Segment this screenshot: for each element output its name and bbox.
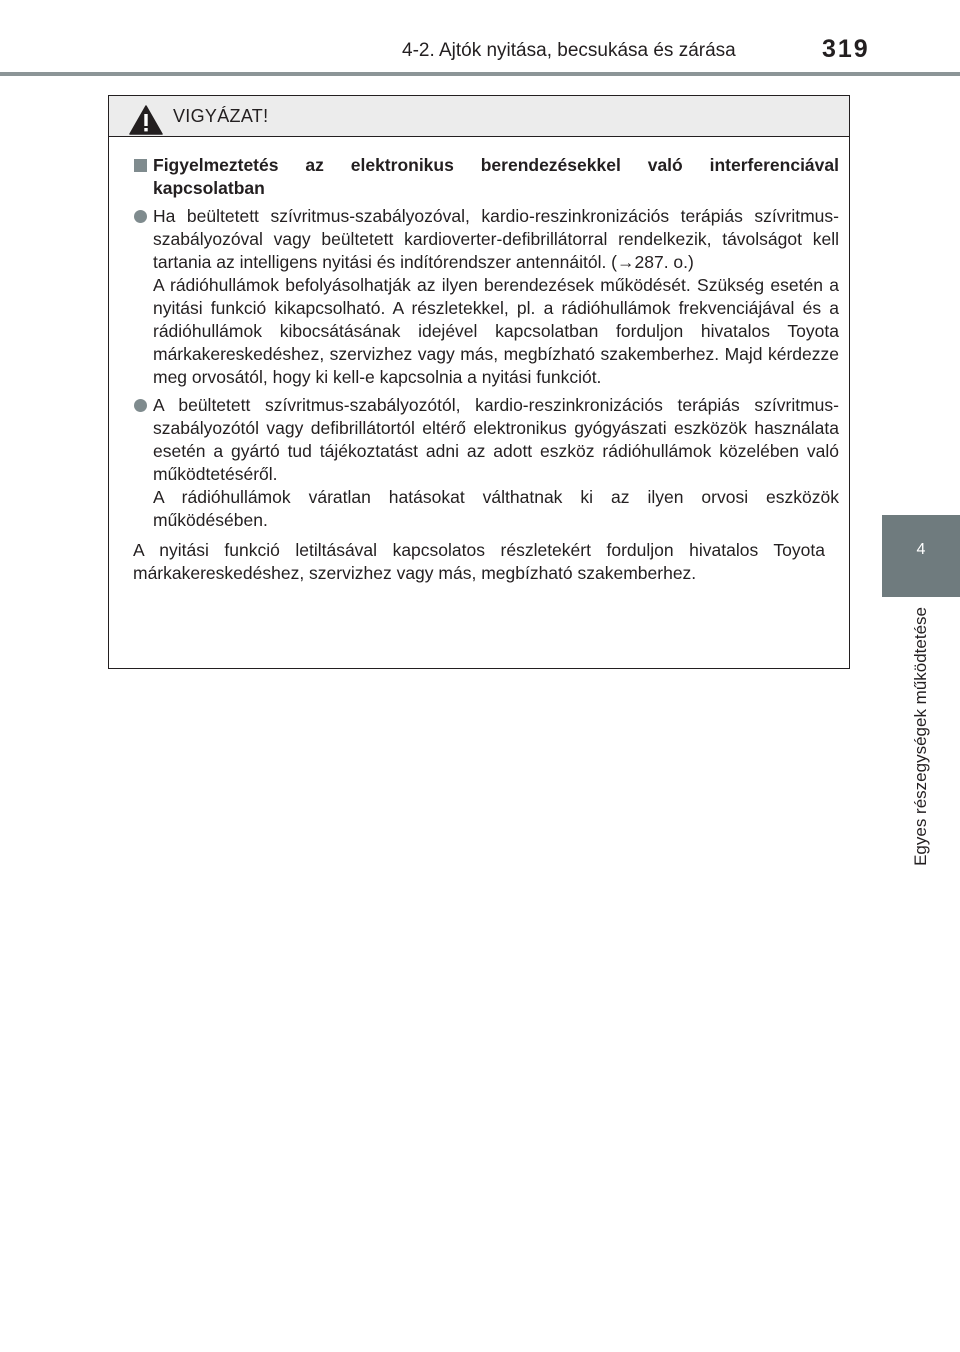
- section-title: 4-2. Ajtók nyitása, becsukása és zárása: [402, 40, 736, 61]
- bullet-paragraph: A rádióhullámok befolyásolhatják az ilyen berendezések működését. Szükség esetén a nyitási funkció kikapcsolható. A részletekkel, pl. a rádióhullámok frekvenciájával és a rádióhullámok kibocsátásának idejével kapcsolatban forduljon hivatalos Toyota márkakereskedéshez, szervizhez vagy más, megbízható szakemberhez. Majd kérdezze meg orvosától, hogy ki kell-e kapcsolnia a nyitási funkciót.: [153, 275, 839, 387]
- header-rule: [0, 72, 960, 76]
- warning-triangle-icon: [129, 105, 163, 135]
- warning-footer: A nyitási funkció letiltásával kapcsolatos részletekért forduljon hivatalos Toyota márkakereskedéshez, szervizhez vagy más, megbízható szakemberhez.: [133, 540, 825, 583]
- bullet-paragraph: A rádióhullámok váratlan hatásokat válthatnak ki az ilyen orvosi eszközök működésében.: [153, 487, 839, 530]
- chapter-number: 4: [916, 541, 926, 558]
- page-number: 319: [822, 35, 870, 63]
- warning-content: [109, 154, 849, 585]
- chapter-title: Egyes részegységek működtetése: [911, 607, 930, 866]
- bullet-paragraph: Ha beültetett szívritmus-szabályozóval, kardio-reszinkronizációs terápiás szívritmus-szabályozóval vagy beültetett kardioverter-defibrillátorral rendelkezik, távolságot kell tartania az intelligens nyitási és indítórendszer antennáitól. (→287. o.): [153, 206, 839, 272]
- bullet-paragraph: A beültetett szívritmus-szabályozótól, kardio-reszinkronizációs terápiás szívritmus-szabályozótól vagy defibrillátortól eltérő elektronikus gyógyászati eszközök használata esetén a gyártó tud tájékoztatást adni az adott eszköz rádióhullámok közelében való működtetéséről.: [153, 395, 839, 484]
- warning-title: VIGYÁZAT!: [173, 106, 269, 126]
- warning-box: [108, 95, 850, 669]
- round-bullet-icon: [134, 210, 147, 223]
- warning-heading: [133, 154, 839, 200]
- chapter-tab: [882, 515, 960, 597]
- list-item: [133, 205, 839, 389]
- square-bullet-icon: [134, 159, 147, 172]
- warning-heading-text: Figyelmeztetés az elektronikus berendezésekkel való interferenciával kapcsolatban: [153, 155, 839, 198]
- round-bullet-icon: [134, 399, 147, 412]
- list-item: [133, 394, 839, 532]
- warning-header: [109, 96, 849, 137]
